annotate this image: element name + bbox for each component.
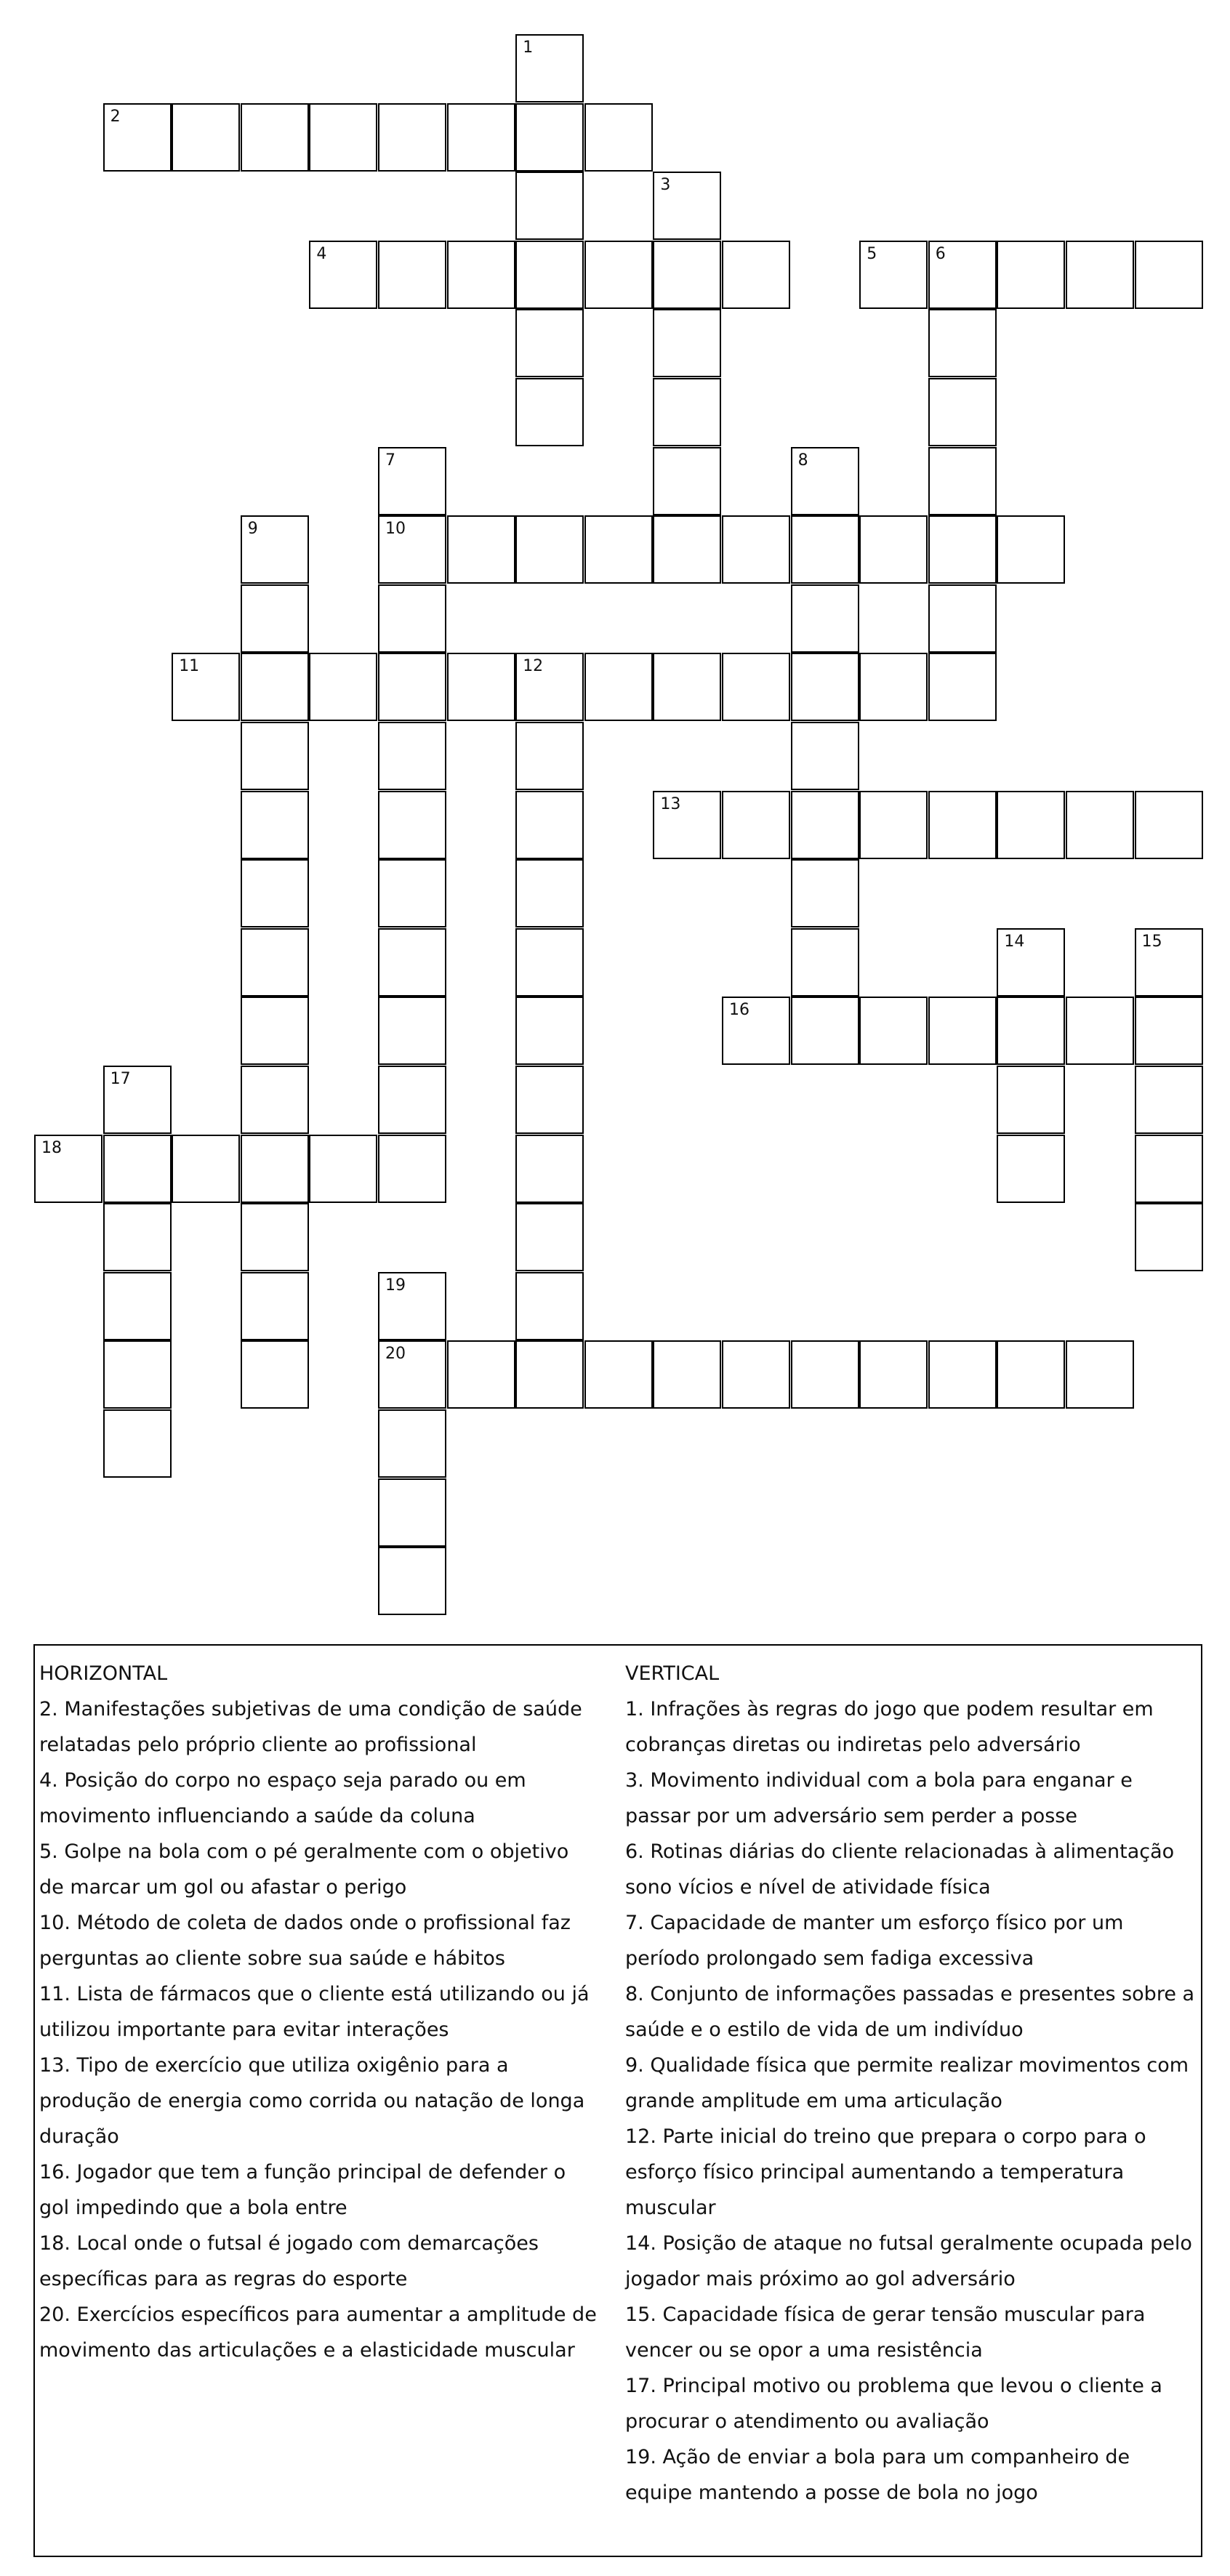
grid-cell[interactable]	[791, 1340, 859, 1409]
clue-number: 1	[523, 39, 534, 57]
grid-cell[interactable]	[378, 103, 446, 172]
grid-cell[interactable]	[34, 1135, 102, 1203]
grid-cell[interactable]	[241, 653, 309, 721]
grid-cell[interactable]	[378, 1340, 446, 1409]
grid-cell[interactable]	[241, 1135, 309, 1203]
grid-cell[interactable]	[584, 515, 653, 584]
grid-cell[interactable]	[378, 997, 446, 1065]
grid-cell[interactable]	[997, 241, 1065, 309]
grid-cell[interactable]	[241, 859, 309, 927]
grid-cell[interactable]	[928, 241, 997, 309]
grid-cell[interactable]	[378, 447, 446, 515]
grid-cell[interactable]	[515, 172, 584, 240]
vertical-clue: 7. Capacidade de manter um esforço físico por um período prolongado sem fadiga excessiva	[625, 1912, 1124, 1970]
grid-cell[interactable]	[722, 653, 790, 721]
grid-cell[interactable]	[791, 584, 859, 653]
grid-cell[interactable]	[515, 859, 584, 927]
grid-cell[interactable]	[172, 653, 240, 721]
grid-cell[interactable]	[928, 653, 997, 721]
clue-number: 3	[660, 176, 671, 195]
grid-cell[interactable]	[378, 722, 446, 790]
grid-cell[interactable]	[1066, 1340, 1134, 1409]
horizontal-clue: 13. Tipo de exercício que utiliza oxigênio para a produção de energia como corrida ou natação de longa duração	[39, 2054, 585, 2148]
grid-cell[interactable]	[378, 241, 446, 309]
grid-cell[interactable]	[515, 1135, 584, 1203]
grid-cell[interactable]	[103, 1409, 172, 1478]
grid-cell[interactable]	[859, 997, 928, 1065]
grid-cell[interactable]	[172, 103, 240, 172]
grid-cell[interactable]	[791, 515, 859, 584]
grid-cell[interactable]	[447, 653, 515, 721]
grid-cell[interactable]	[722, 515, 790, 584]
grid-cell[interactable]	[515, 1272, 584, 1340]
grid-cell[interactable]	[103, 1135, 172, 1203]
grid-cell[interactable]	[515, 928, 584, 997]
grid-cell[interactable]	[584, 1340, 653, 1409]
grid-cell[interactable]	[1135, 791, 1203, 859]
grid-cell[interactable]	[103, 1272, 172, 1340]
grid-cell[interactable]	[997, 791, 1065, 859]
grid-cell[interactable]	[1135, 928, 1203, 997]
grid-cell[interactable]	[378, 584, 446, 653]
clue-number: 9	[247, 520, 258, 539]
grid-cell[interactable]	[515, 34, 584, 102]
grid-cell[interactable]	[378, 859, 446, 927]
grid-cell[interactable]	[378, 1547, 446, 1615]
grid-cell[interactable]	[241, 515, 309, 584]
clue-number: 4	[316, 244, 327, 263]
grid-cell[interactable]	[791, 928, 859, 997]
grid-cell[interactable]	[997, 515, 1065, 584]
grid-cell[interactable]	[1066, 997, 1134, 1065]
grid-cell[interactable]	[309, 1135, 377, 1203]
grid-cell[interactable]	[1135, 997, 1203, 1065]
grid-cell[interactable]	[515, 1340, 584, 1409]
clue-number: 12	[523, 657, 544, 676]
grid-cell[interactable]	[378, 653, 446, 721]
grid-cell[interactable]	[515, 653, 584, 721]
grid-cell[interactable]	[378, 1409, 446, 1478]
grid-cell[interactable]	[584, 653, 653, 721]
grid-cell[interactable]	[515, 103, 584, 172]
grid-cell[interactable]	[859, 241, 928, 309]
clue-number: 19	[385, 1276, 406, 1295]
grid-cell[interactable]	[791, 722, 859, 790]
grid-cell[interactable]	[997, 1066, 1065, 1134]
clue-number: 5	[867, 244, 877, 263]
clue-number: 20	[385, 1345, 406, 1364]
horizontal-clue: 18. Local onde o futsal é jogado com demarcações específicas para as regras do esporte	[39, 2232, 539, 2290]
grid-cell[interactable]	[241, 103, 309, 172]
grid-cell[interactable]	[378, 791, 446, 859]
grid-cell[interactable]	[859, 653, 928, 721]
grid-cell[interactable]	[447, 1340, 515, 1409]
grid-cell[interactable]	[997, 1135, 1065, 1203]
grid-cell[interactable]	[859, 515, 928, 584]
clue-box	[33, 1644, 1202, 2557]
grid-cell[interactable]	[1135, 1066, 1203, 1134]
grid-cell[interactable]	[928, 447, 997, 515]
clue-number: 17	[110, 1070, 131, 1088]
vertical-clue: 6. Rotinas diárias do cliente relacionadas à alimentação sono vícios e nível de atividade física	[625, 1840, 1175, 1899]
grid-cell[interactable]	[309, 653, 377, 721]
vertical-clue: 15. Capacidade física de gerar tensão muscular para vencer ou se opor a uma resistência	[625, 2303, 1146, 2362]
grid-cell[interactable]	[515, 309, 584, 377]
clue-number: 6	[935, 244, 946, 263]
grid-cell[interactable]	[653, 791, 721, 859]
grid-cell[interactable]	[172, 1135, 240, 1203]
grid-cell[interactable]	[103, 103, 172, 172]
grid-cell[interactable]	[309, 103, 377, 172]
vertical-clue: 3. Movimento individual com a bola para enganar e passar por um adversário sem perder a posse	[625, 1769, 1133, 1827]
grid-cell[interactable]	[515, 997, 584, 1065]
grid-cell[interactable]	[997, 997, 1065, 1065]
grid-cell[interactable]	[928, 584, 997, 653]
grid-cell[interactable]	[447, 515, 515, 584]
grid-cell[interactable]	[928, 1340, 997, 1409]
grid-cell[interactable]	[791, 997, 859, 1065]
grid-cell[interactable]	[515, 722, 584, 790]
grid-cell[interactable]	[103, 1340, 172, 1409]
grid-cell[interactable]	[1066, 241, 1134, 309]
grid-cell[interactable]	[722, 241, 790, 309]
clue-number: 11	[179, 657, 200, 676]
grid-cell[interactable]	[515, 1203, 584, 1271]
grid-cell[interactable]	[859, 791, 928, 859]
grid-cell[interactable]	[653, 515, 721, 584]
horizontal-clue: 11. Lista de fármacos que o cliente está utilizando ou já utilizou importante para evitar interações	[39, 1983, 590, 2041]
grid-cell[interactable]	[378, 1066, 446, 1134]
grid-cell[interactable]	[791, 859, 859, 927]
vertical-clue: 1. Infrações às regras do jogo que podem resultar em cobranças diretas ou indiretas pelo adversário	[625, 1698, 1154, 1756]
grid-cell[interactable]	[241, 791, 309, 859]
clue-number: 7	[385, 451, 395, 470]
horizontal-clue: 16. Jogador que tem a função principal de defender o gol impedindo que a bola entre	[39, 2161, 566, 2219]
grid-cell[interactable]	[515, 515, 584, 584]
grid-cell[interactable]	[241, 1340, 309, 1409]
grid-cell[interactable]	[103, 1066, 172, 1134]
vertical-clue: 19. Ação de enviar a bola para um companheiro de equipe mantendo a posse de bola no jogo	[625, 2446, 1130, 2504]
vertical-heading: VERTICAL	[625, 1662, 720, 1685]
clue-number: 18	[41, 1138, 62, 1157]
grid-cell[interactable]	[515, 378, 584, 446]
grid-cell[interactable]	[791, 791, 859, 859]
grid-cell[interactable]	[1135, 241, 1203, 309]
vertical-clues	[625, 1656, 1199, 2511]
horizontal-clue: 4. Posição do corpo no espaço seja parado ou em movimento influenciando a saúde da coluna	[39, 1769, 526, 1827]
grid-cell[interactable]	[859, 1340, 928, 1409]
grid-cell[interactable]	[378, 928, 446, 997]
grid-cell[interactable]	[653, 172, 721, 240]
clue-number: 10	[385, 520, 406, 539]
grid-cell[interactable]	[241, 1203, 309, 1271]
grid-cell[interactable]	[653, 1340, 721, 1409]
grid-cell[interactable]	[241, 584, 309, 653]
grid-cell[interactable]	[241, 928, 309, 997]
horizontal-clue: 5. Golpe na bola com o pé geralmente com o objetivo de marcar um gol ou afastar o perigo	[39, 1840, 569, 1899]
grid-cell[interactable]	[103, 1203, 172, 1271]
vertical-clue: 17. Principal motivo ou problema que levou o cliente a procurar o atendimento ou avaliação	[625, 2375, 1162, 2433]
grid-cell[interactable]	[722, 1340, 790, 1409]
grid-cell[interactable]	[447, 103, 515, 172]
grid-cell[interactable]	[584, 241, 653, 309]
grid-cell[interactable]	[241, 1066, 309, 1134]
grid-cell[interactable]	[447, 241, 515, 309]
grid-cell[interactable]	[515, 241, 584, 309]
clue-number: 13	[660, 794, 681, 813]
grid-cell[interactable]	[378, 1478, 446, 1547]
grid-cell[interactable]	[928, 997, 997, 1065]
grid-cell[interactable]	[791, 447, 859, 515]
horizontal-heading: HORIZONTAL	[39, 1662, 168, 1685]
vertical-clue: 9. Qualidade física que permite realizar movimentos com grande amplitude em uma articulação	[625, 2054, 1189, 2112]
grid-cell[interactable]	[928, 309, 997, 377]
grid-cell[interactable]	[1135, 1135, 1203, 1203]
grid-cell[interactable]	[1066, 791, 1134, 859]
horizontal-clue: 2. Manifestações subjetivas de uma condição de saúde relatadas pelo próprio cliente ao profissional	[39, 1698, 582, 1756]
grid-cell[interactable]	[653, 378, 721, 446]
grid-cell[interactable]	[515, 1066, 584, 1134]
grid-cell[interactable]	[378, 515, 446, 584]
clue-number: 14	[1004, 932, 1025, 951]
grid-cell[interactable]	[241, 1272, 309, 1340]
grid-cell[interactable]	[653, 447, 721, 515]
vertical-clue: 12. Parte inicial do treino que prepara o corpo para o esforço físico principal aumentando a temperatura muscular	[625, 2125, 1146, 2219]
grid-cell[interactable]	[309, 241, 377, 309]
grid-cell[interactable]	[378, 1135, 446, 1203]
horizontal-clue: 10. Método de coleta de dados onde o profissional faz perguntas ao cliente sobre sua saúde e hábitos	[39, 1912, 571, 1970]
vertical-clue: 14. Posição de ataque no futsal geralmente ocupada pelo jogador mais próximo ao gol adversário	[625, 2232, 1192, 2290]
horizontal-clue: 20. Exercícios específicos para aumentar a amplitude de movimento das articulações e a elasticidade muscular	[39, 2303, 597, 2362]
grid-cell[interactable]	[653, 653, 721, 721]
clue-number: 2	[110, 107, 121, 126]
grid-cell[interactable]	[653, 241, 721, 309]
grid-cell[interactable]	[997, 1340, 1065, 1409]
grid-cell[interactable]	[584, 103, 653, 172]
grid-cell[interactable]	[241, 997, 309, 1065]
clue-number: 15	[1141, 932, 1162, 951]
grid-cell[interactable]	[997, 928, 1065, 997]
clue-number: 16	[729, 1001, 749, 1020]
grid-cell[interactable]	[1135, 1203, 1203, 1271]
grid-cell[interactable]	[653, 309, 721, 377]
clue-number: 8	[797, 451, 808, 470]
grid-cell[interactable]	[378, 1272, 446, 1340]
grid-cell[interactable]	[928, 791, 997, 859]
grid-cell[interactable]	[722, 791, 790, 859]
vertical-clue: 8. Conjunto de informações passadas e presentes sobre a saúde e o estilo de vida de um indivíduo	[625, 1983, 1195, 2041]
grid-cell[interactable]	[241, 722, 309, 790]
grid-cell[interactable]	[515, 791, 584, 859]
horizontal-clues	[39, 1656, 599, 2368]
grid-cell[interactable]	[791, 653, 859, 721]
grid-cell[interactable]	[722, 997, 790, 1065]
grid-cell[interactable]	[928, 378, 997, 446]
grid-cell[interactable]	[928, 515, 997, 584]
